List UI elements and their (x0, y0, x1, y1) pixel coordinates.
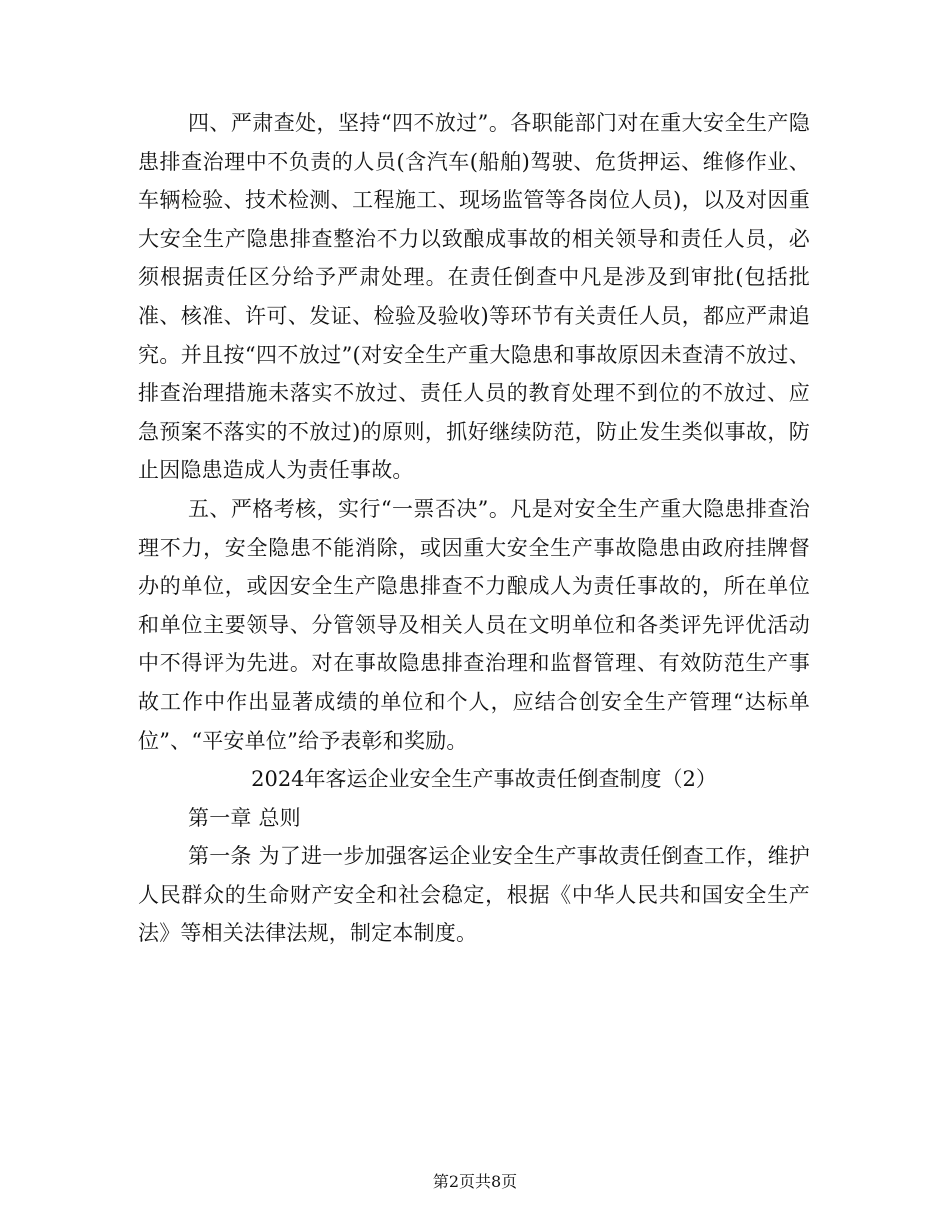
document-body (138, 104, 810, 953)
section-title: 2024年客运企业安全生产事故责任倒查制度（2） (251, 767, 717, 792)
paragraph-five: 五、严格考核，实行“一票否决”。凡是对安全生产重大隐患排查治理不力，安全隐患不能消除，或因重大安全生产事故隐患由政府挂牌督办的单位，或因安全生产隐患排查不力酿成人为责任事故的，所在单位和单位主要领导、分管领导及相关人员在文明单位和各类评先评优活动中不得评为先进。对在事故隐患排查治理和监督管理、有效防范生产事故工作中作出显著成绩的单位和个人，应结合创安全生产管理“达标单位”、“平安单位”给予表彰和奖励。 (138, 496, 810, 753)
page-number: 第2页共8页 (432, 1172, 518, 1191)
chapter-heading: 第一章 总则 (188, 805, 301, 830)
paragraph-four: 四、严肃查处，坚持“四不放过”。各职能部门对在重大安全生产隐患排查治理中不负责的人员(含汽车(船舶)驾驶、危货押运、维修作业、车辆检验、技术检测、工程施工、现场监管等各岗位人员)，以及对因重大安全生产隐患排查整治不力以致酿成事故的相关领导和责任人员，必须根据责任区分给予严肃处理。在责任倒查中凡是涉及到审批(包括批准、核准、许可、发证、检验及验收)等环节有关责任人员，都应严肃追究。并且按“四不放过”(对安全生产重大隐患和事故原因未查清不放过、排查治理措施未落实不放过、责任人员的教育处理不到位的不放过、应急预案不落实的不放过)的原则，抓好继续防范，防止发生类似事故，防止因隐患造成人为责任事故。 (138, 111, 810, 483)
article-one: 第一条 为了进一步加强客运企业安全生产事故责任倒查工作，维护人民群众的生命财产安全和社会稳定，根据《中华人民共和国安全生产法》等相关法律法规，制定本制度。 (138, 844, 810, 946)
